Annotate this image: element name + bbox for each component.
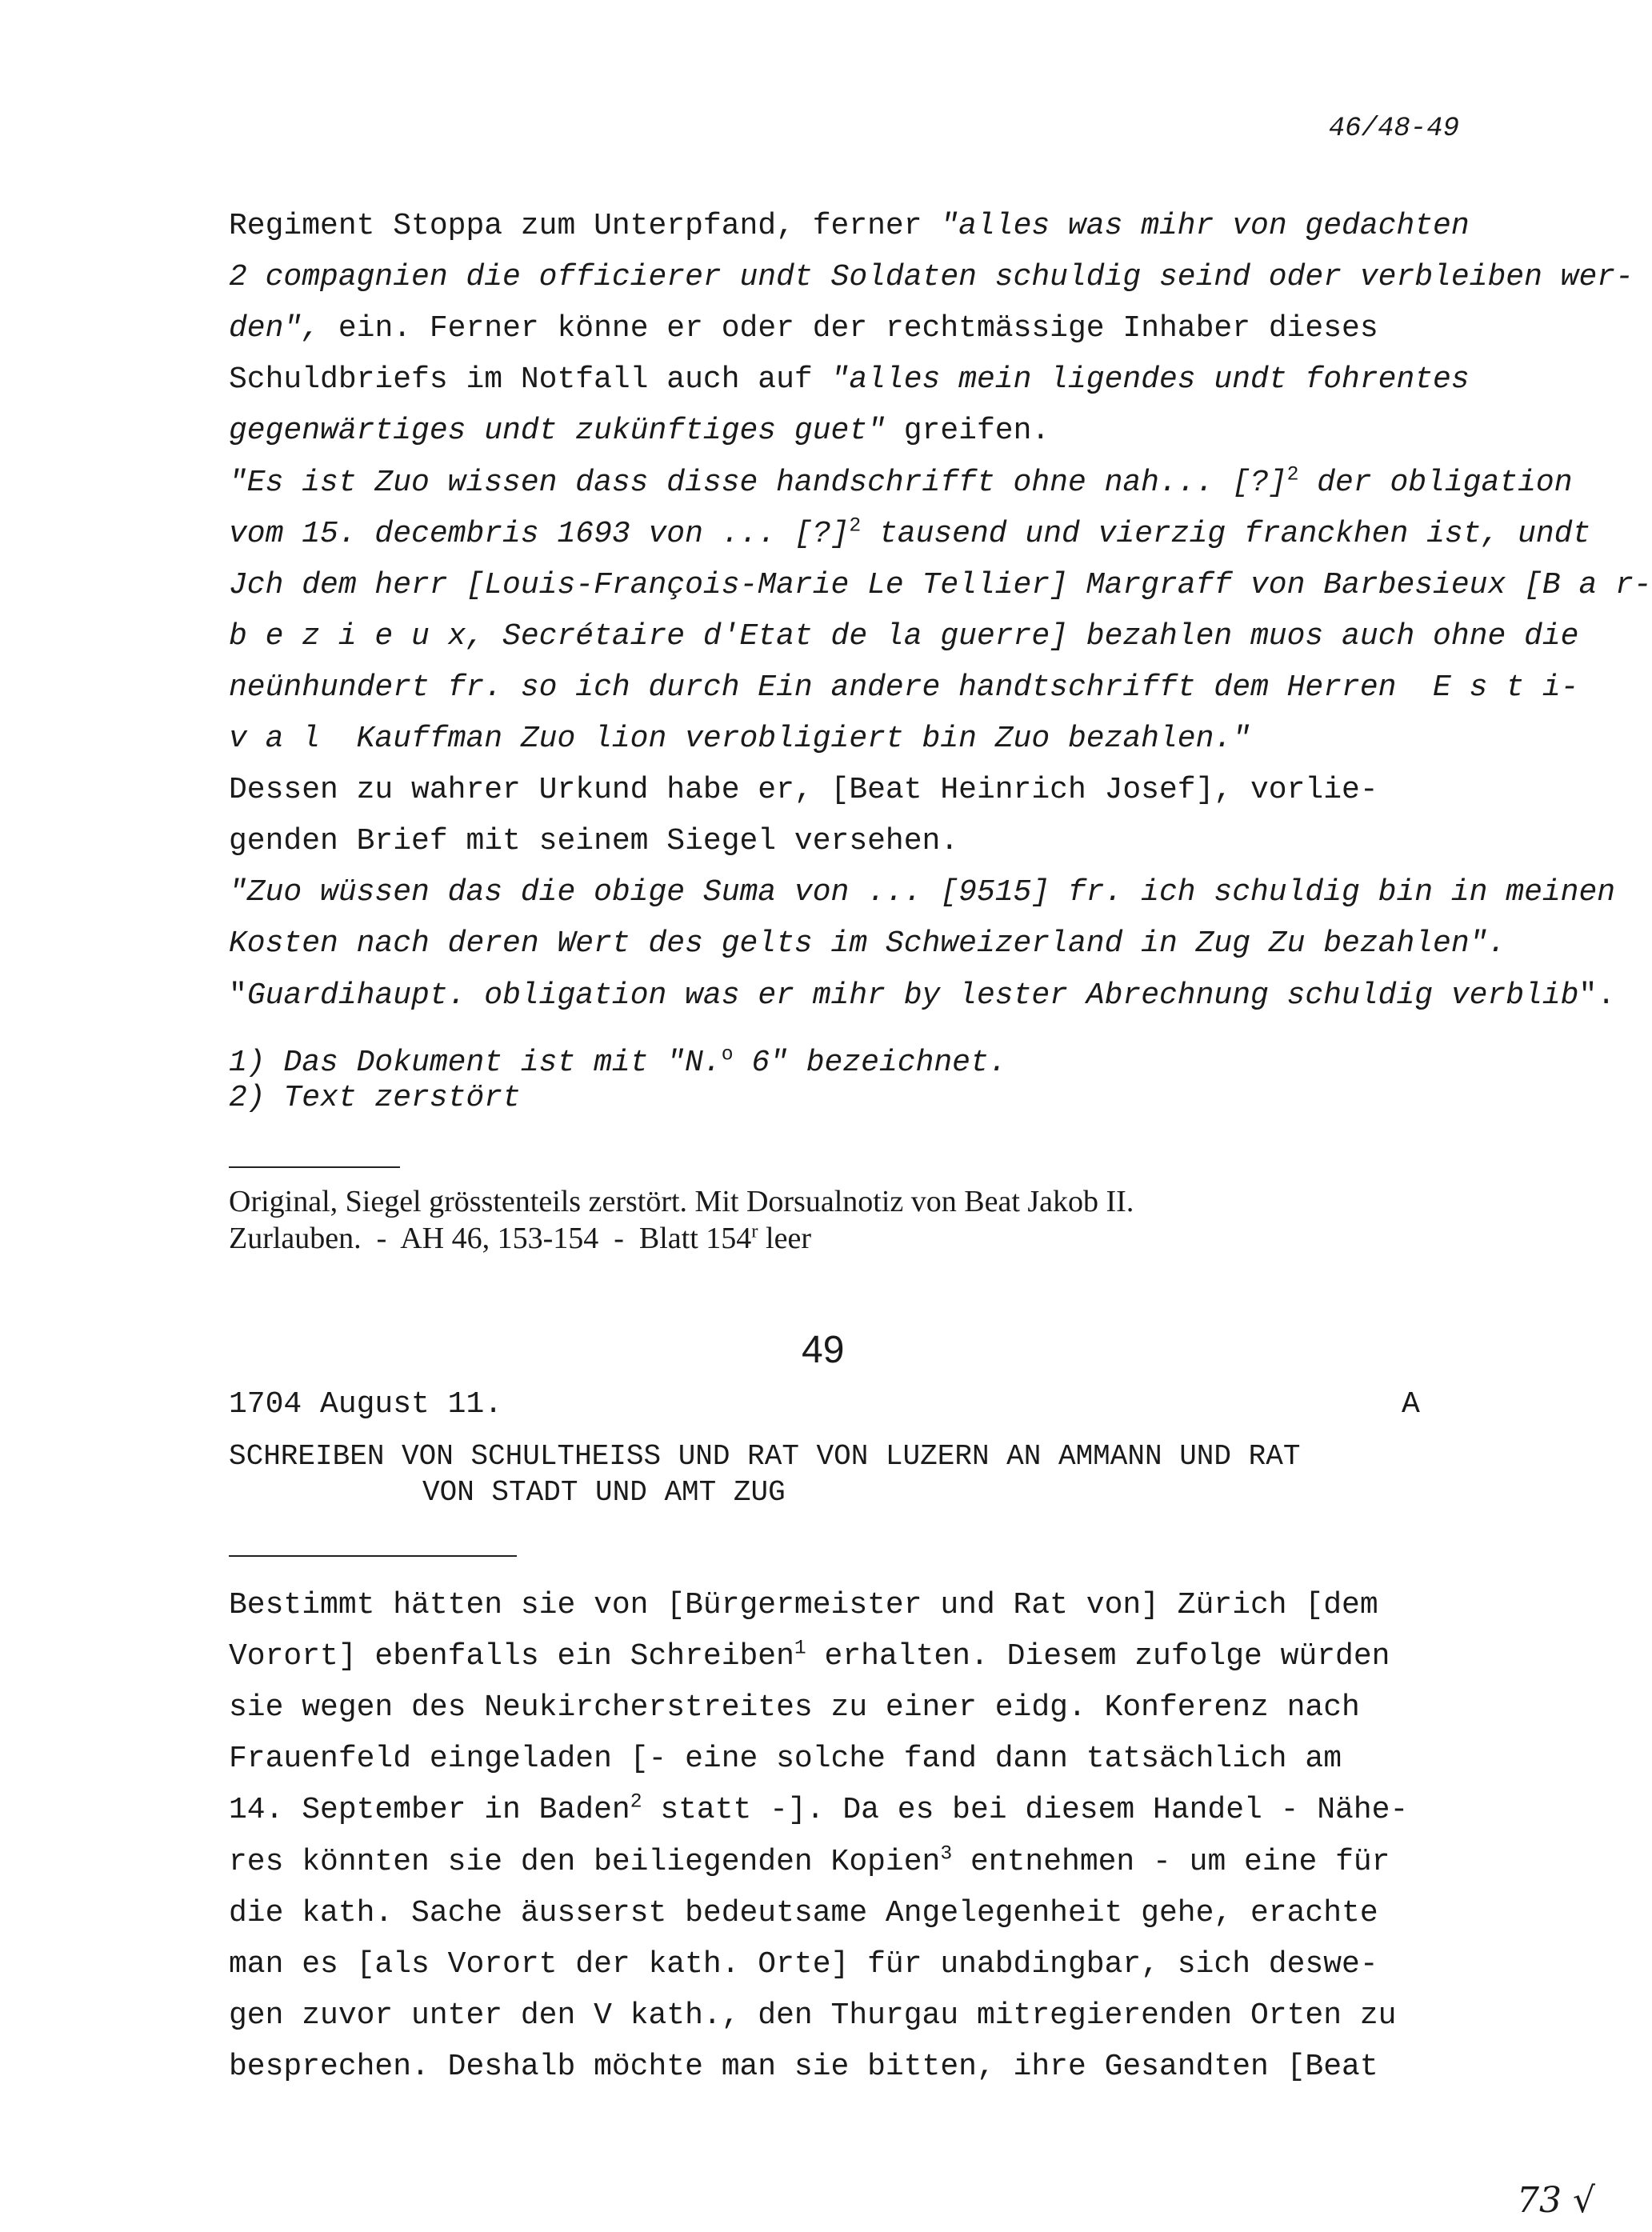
text-run: b e z i e u x, Secrétaire d'Etat de la guerre] bezahlen muos auch ohne die — [229, 618, 1579, 654]
text-run: Vorort] ebenfalls ein Schreiben — [229, 1639, 794, 1674]
text-run: 6" bezeichnet. — [733, 1046, 1007, 1080]
text-line — [229, 1790, 1409, 1828]
text-run: Zurlauben. - AH 46, 153-154 - Blatt 154 — [229, 1222, 752, 1255]
document-date: 1704 August 11. — [229, 1387, 503, 1422]
text-run: die kath. Sache äusserst bedeutsame Angelegenheit gehe, erachte — [229, 1895, 1378, 1930]
text-run: der obligation — [1298, 465, 1573, 500]
text-run: tausend und vierzig franckhen ist, undt — [861, 516, 1591, 551]
page-reference: 46/48-49 — [1328, 114, 1459, 144]
source-line — [229, 1184, 1134, 1219]
text-run: " — [229, 978, 247, 1013]
text-line — [229, 311, 1378, 346]
text-run: statt -]. Da es bei diesem Handel - Nähe- — [642, 1793, 1409, 1828]
text-line — [229, 618, 1579, 654]
text-run: sie wegen des Neukircherstreites zu einer eidg. Konferenz nach — [229, 1690, 1360, 1726]
document-title-line-2: VON STADT UND AMT ZUG — [422, 1476, 786, 1509]
text-run: Regiment Stoppa zum Unterpfand, ferner — [229, 209, 941, 243]
text-line — [229, 1946, 1378, 1982]
text-run: entnehmen - um eine für — [952, 1844, 1390, 1879]
text-run: vom 15. decembris 1693 von ... [?] — [229, 516, 850, 551]
text-run: man es [als Vorort der kath. Orte] für unabdingbar, sich deswe- — [229, 1946, 1378, 1982]
text-line — [229, 462, 1573, 500]
text-run: v a l Kauffman Zuo lion verobligiert bin Zuo bezahlen." — [229, 722, 1251, 756]
text-run: "alles was mihr von gedachten — [940, 209, 1470, 243]
footnote-line — [229, 1083, 521, 1114]
text-line — [229, 875, 1616, 910]
text-run: Guardihaupt. obligation was er mihr by lester Abrechnung schuldig verblib — [246, 978, 1579, 1013]
text-line — [229, 1895, 1378, 1930]
text-line — [229, 978, 1616, 1013]
footnote-ref: r — [751, 1220, 758, 1242]
text-run: Schuldbriefs im Notfall auch auf — [229, 362, 831, 398]
text-run: erhalten. Diesem zufolge würden — [806, 1639, 1390, 1674]
text-line — [229, 2049, 1378, 2084]
source-line — [229, 1221, 811, 1256]
text-line — [229, 414, 1050, 449]
text-line — [229, 1742, 1342, 1777]
footnote-ref: 2 — [849, 514, 862, 537]
text-run: ein. Ferner könne er oder der rechtmässige Inhaber dieses — [320, 311, 1378, 346]
footnote-ref: o — [721, 1043, 734, 1066]
text-run: gegenwärtiges undt zukünftiges guet" — [229, 414, 886, 449]
text-line — [229, 1590, 1378, 1621]
footnote-line — [229, 1043, 1007, 1080]
title-divider — [229, 1555, 517, 1557]
text-run: den", — [229, 311, 321, 346]
document-number: 49 — [802, 1329, 845, 1371]
text-run: 14. September in Baden — [229, 1793, 630, 1828]
text-run: "Es ist Zuo wissen dass disse handschrifft ohne nah... [?] — [229, 465, 1287, 500]
text-run: 1) Das Dokument ist mit "N. — [229, 1046, 722, 1080]
text-run: res könnten sie den beiliegenden Kopien — [229, 1844, 941, 1879]
text-run: Kosten nach deren Wert des gelts im Schweizerland in Zug Zu bezahlen". — [229, 926, 1506, 962]
text-run: 2 compagnien die officierer undt Soldaten schuldig seind oder verbleiben wer- — [229, 260, 1634, 295]
footnote-ref: 2 — [1286, 462, 1299, 486]
footnote-ref: 2 — [630, 1790, 642, 1814]
text-line — [229, 362, 1470, 398]
text-line — [229, 1842, 1390, 1879]
text-line — [229, 670, 1579, 705]
text-run: Dessen zu wahrer Urkund habe er, [Beat Heinrich Josef], vorlie- — [229, 773, 1378, 808]
text-line — [229, 775, 1378, 806]
footnote-divider — [229, 1166, 400, 1168]
footnote-ref: 3 — [940, 1842, 953, 1865]
text-run: Jch dem herr [Louis-François-Marie Le Tellier] Margraff von Barbesieux [B a r- — [229, 567, 1652, 602]
archive-handwritten-mark: 73 √ — [1516, 2180, 1595, 2221]
document-letter: A — [1402, 1387, 1420, 1422]
text-run: genden Brief mit seinem Siegel versehen. — [229, 824, 959, 859]
text-run: ". — [1578, 978, 1616, 1013]
text-run: "alles mein ligendes undt fohrentes — [830, 362, 1470, 398]
text-run: Frauenfeld eingeladen [- eine solche fand dann tatsächlich am — [229, 1742, 1342, 1777]
text-run: besprechen. Deshalb möchte man sie bitten, ihre Gesandten [Beat — [229, 2049, 1378, 2084]
document-title-line-1: SCHREIBEN VON SCHULTHEISS UND RAT VON LUZERN AN AMMANN UND RAT — [229, 1440, 1301, 1473]
text-line — [229, 262, 1634, 293]
text-run: leer — [758, 1222, 811, 1255]
text-line — [229, 826, 958, 857]
footnote-ref: 1 — [794, 1637, 806, 1660]
text-line — [229, 1998, 1397, 2033]
text-line — [229, 514, 1591, 551]
text-run: neünhundert fr. so ich durch Ein andere handtschrifft dem Herren E s t i- — [229, 670, 1579, 705]
text-run: Original, Siegel grösstenteils zerstört. Mit Dorsualnotiz von Beat Jakob II. — [229, 1185, 1134, 1218]
text-run: gen zuvor unter den V kath., den Thurgau mitregierenden Orten zu — [229, 1998, 1397, 2033]
text-line — [229, 724, 1250, 754]
text-line — [229, 926, 1506, 962]
text-line — [229, 567, 1652, 602]
text-run: 2) Text zerstört — [229, 1081, 521, 1115]
text-line — [229, 1637, 1390, 1674]
text-run: Bestimmt hätten sie von [Bürgermeister und Rat von] Zürich [dem — [229, 1588, 1378, 1622]
text-run: greifen. — [885, 414, 1050, 449]
text-line — [229, 211, 1470, 242]
text-run: "Zuo wüssen das die obige Suma von ... [9515] fr. ich schuldig bin in meinen — [229, 875, 1616, 910]
text-line — [229, 1690, 1360, 1726]
